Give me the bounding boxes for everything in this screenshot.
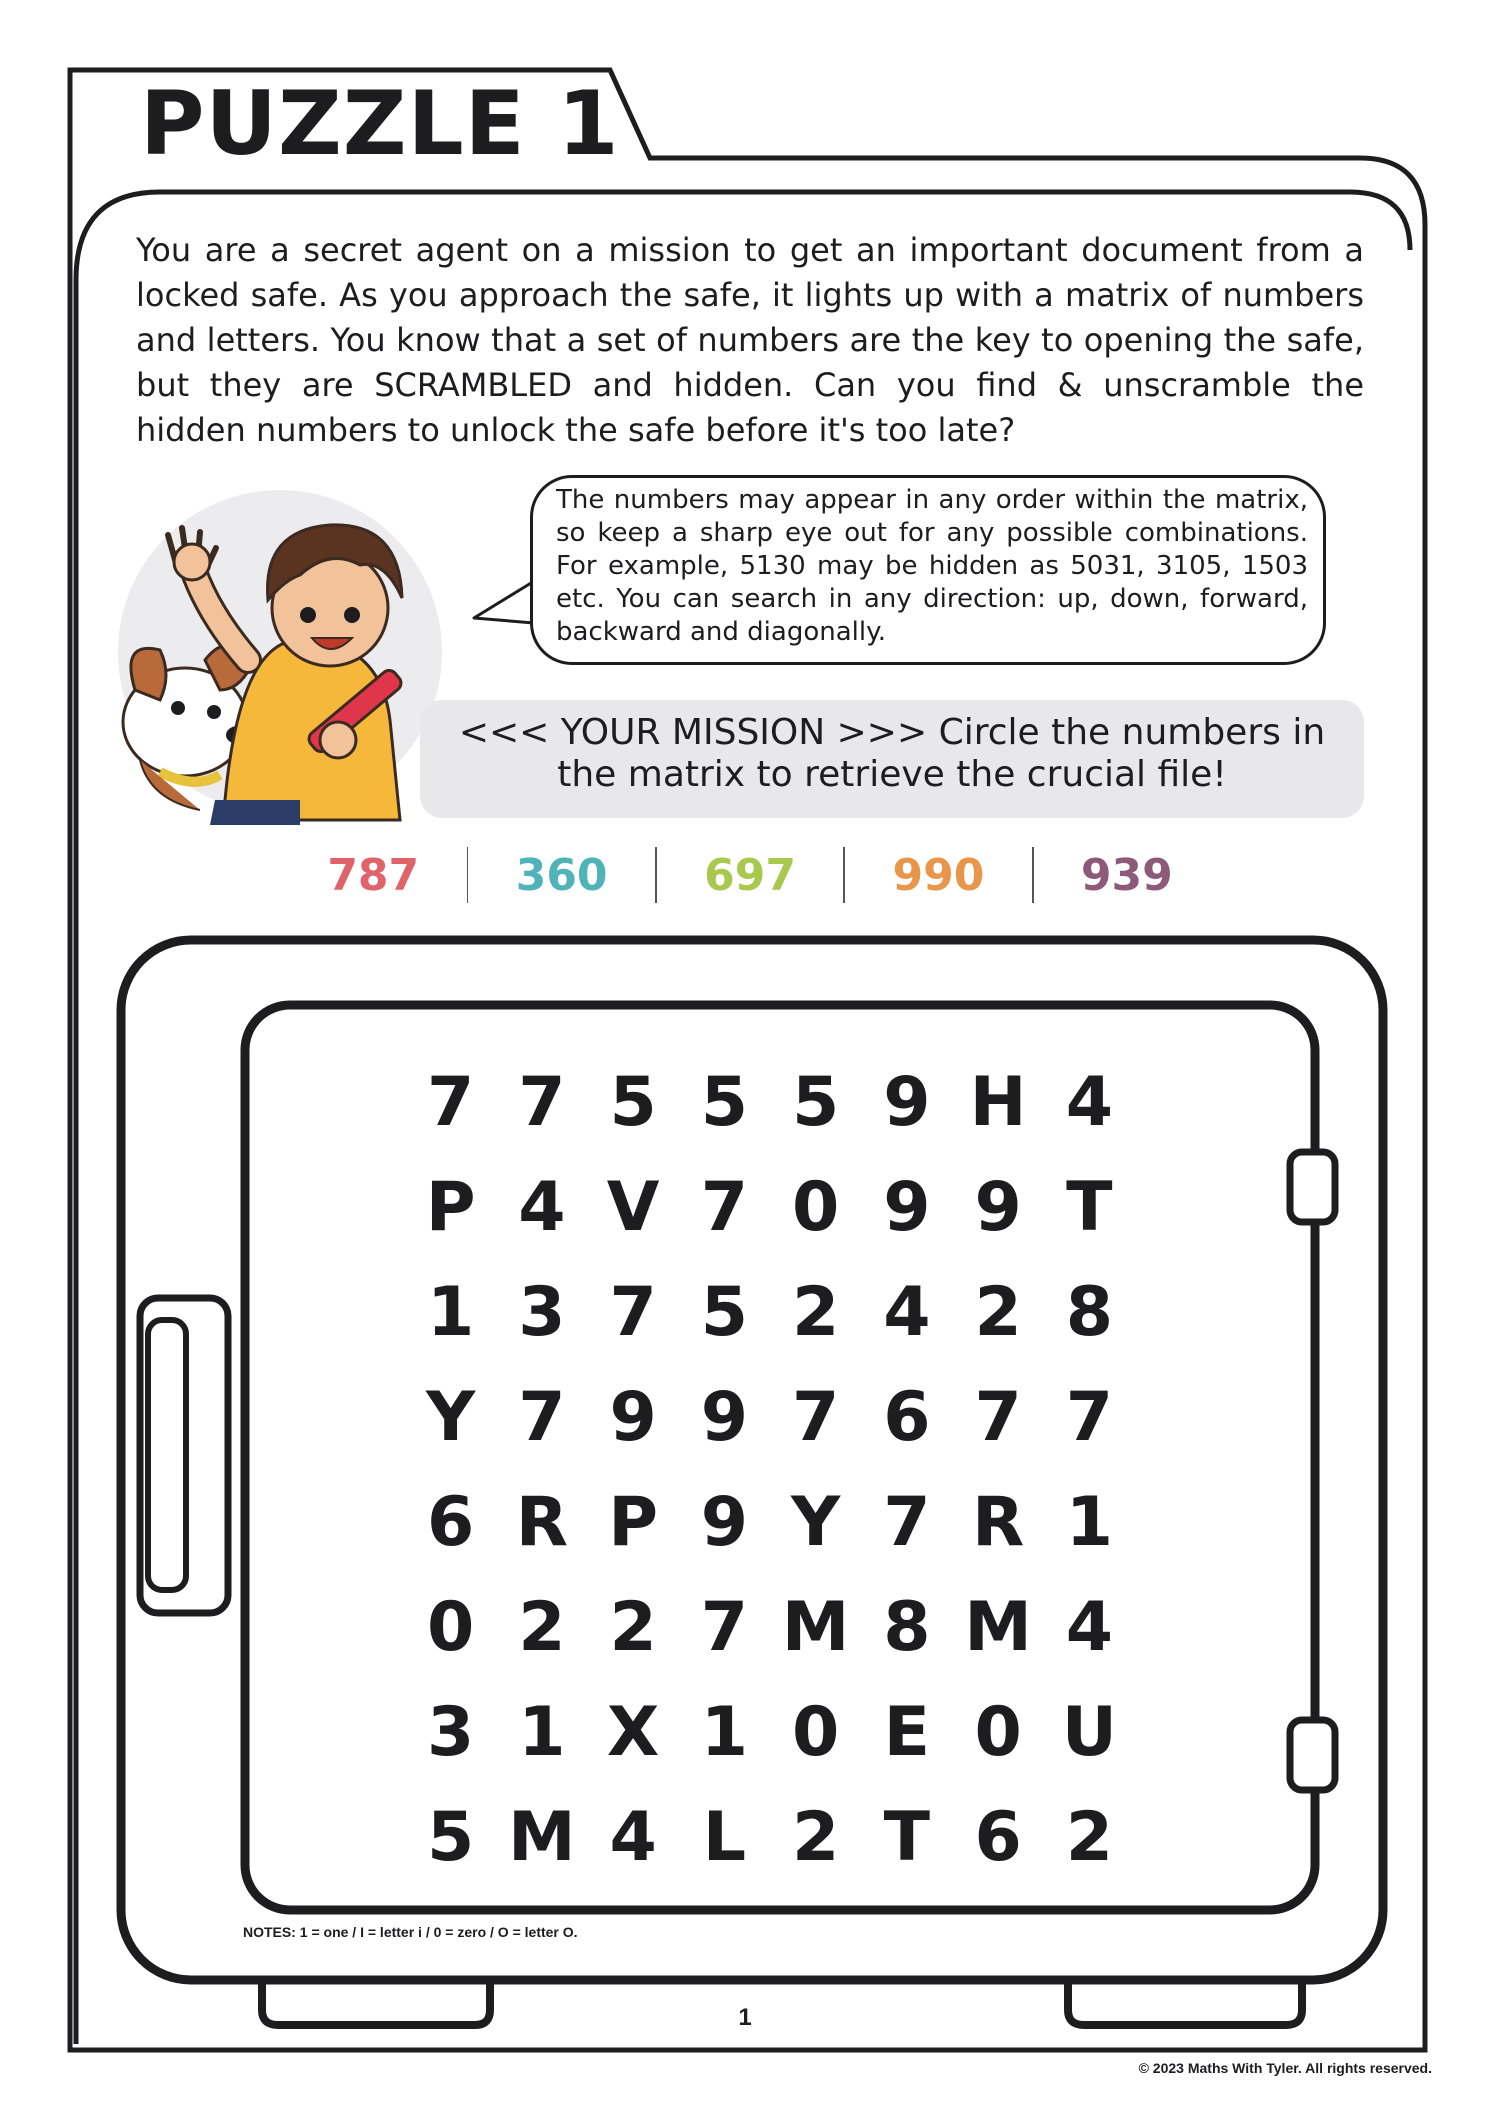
matrix-cell[interactable]: T (1066, 1168, 1113, 1247)
notes: NOTES: 1 = one / I = letter i / 0 = zero / O = letter O. (243, 1924, 578, 1940)
page-number: 1 (738, 2004, 752, 2031)
matrix-cell[interactable]: 7 (518, 1378, 566, 1457)
matrix-cell[interactable]: U (1061, 1693, 1117, 1772)
mission-line-1: <<< YOUR MISSION >>> Circle the numbers in (458, 712, 1326, 753)
matrix-cell[interactable]: 0 (426, 1588, 475, 1667)
matrix-cell[interactable]: 2 (791, 1273, 840, 1352)
matrix-cell[interactable]: 7 (700, 1588, 749, 1667)
matrix-cell[interactable]: 2 (609, 1588, 657, 1667)
matrix-cell[interactable]: X (606, 1693, 660, 1772)
safe-foot-left (262, 1978, 490, 2025)
matrix-cell[interactable]: 9 (883, 1168, 931, 1247)
target-number: 787 (327, 849, 420, 901)
matrix-cell[interactable]: 9 (883, 1063, 931, 1142)
matrix-cell[interactable]: 4 (609, 1798, 657, 1877)
matrix-cell[interactable]: 7 (883, 1483, 931, 1562)
matrix-cell[interactable]: 7 (609, 1273, 657, 1352)
matrix-cell[interactable]: 2 (791, 1798, 840, 1877)
matrix-cell[interactable]: V (606, 1168, 660, 1247)
mission-line-2: the matrix to retrieve the crucial file! (557, 754, 1227, 795)
matrix-cell[interactable]: 6 (974, 1798, 1022, 1877)
matrix-cell[interactable]: 5 (426, 1798, 475, 1877)
matrix-cell[interactable]: 8 (1065, 1273, 1114, 1352)
matrix-cell[interactable]: 0 (791, 1693, 840, 1772)
target-number: 697 (704, 849, 796, 901)
matrix-cell[interactable]: Y (791, 1483, 841, 1562)
matrix-cell[interactable]: P (425, 1168, 476, 1247)
matrix-cell[interactable]: L (702, 1798, 747, 1877)
matrix-cell[interactable]: 2 (1065, 1798, 1114, 1877)
matrix-cell[interactable]: R (971, 1483, 1025, 1562)
intro-paragraph: You are a secret agent on a mission to get an important document from a locked safe. As you approach the safe, it lights up with a matrix of numbers and letters. You know that a set of numbers are the key to opening the safe, but they are SCRAMBLED and hidden. Can you find & unscramble the hidden numbers to unlock the safe before it's too late? (136, 231, 1364, 449)
matrix-cell[interactable]: E (883, 1693, 931, 1772)
matrix-cell[interactable]: 0 (974, 1693, 1022, 1772)
safe-foot-right (1068, 1978, 1302, 2025)
matrix-cell[interactable]: 1 (426, 1273, 475, 1352)
target-number-list (280, 840, 1220, 910)
matrix-cell[interactable]: M (964, 1588, 1032, 1667)
matrix-cell[interactable]: 3 (518, 1273, 566, 1352)
matrix-cell[interactable]: 9 (974, 1168, 1022, 1247)
matrix-cell[interactable]: 5 (609, 1063, 657, 1142)
matrix-cell[interactable]: 1 (518, 1693, 566, 1772)
matrix-cell[interactable]: 2 (974, 1273, 1022, 1352)
matrix-cell[interactable]: 0 (791, 1168, 840, 1247)
letter-matrix (405, 1050, 1135, 1890)
matrix-cell[interactable]: Y (426, 1378, 476, 1457)
matrix-cell[interactable]: 4 (518, 1168, 566, 1247)
matrix-cell[interactable]: P (608, 1483, 659, 1562)
matrix-cell[interactable]: 9 (609, 1378, 657, 1457)
copyright: © 2023 Maths With Tyler. All rights reserved. (1138, 2060, 1432, 2076)
mission-text (430, 712, 1354, 796)
matrix-cell[interactable]: 6 (426, 1483, 475, 1562)
matrix-cell[interactable]: M (781, 1588, 850, 1667)
matrix-cell[interactable]: 8 (883, 1588, 931, 1667)
matrix-cell[interactable]: T (883, 1798, 931, 1877)
matrix-cell[interactable]: 5 (791, 1063, 840, 1142)
matrix-cell[interactable]: 9 (700, 1378, 749, 1457)
target-number: 939 (1080, 849, 1173, 901)
matrix-cell[interactable]: 6 (883, 1378, 931, 1457)
matrix-cell[interactable]: R (515, 1483, 569, 1562)
safe-handle-inner (148, 1320, 186, 1590)
matrix-cell[interactable]: 7 (518, 1063, 566, 1142)
safe-hinge-top (1290, 1152, 1335, 1222)
matrix-cell[interactable]: 1 (1065, 1483, 1114, 1562)
matrix-cell[interactable]: 9 (700, 1483, 749, 1562)
matrix-cell[interactable]: 7 (974, 1378, 1022, 1457)
matrix-cell[interactable]: 1 (700, 1693, 749, 1772)
matrix-cell[interactable]: 2 (518, 1588, 566, 1667)
matrix-cell[interactable]: 7 (791, 1378, 840, 1457)
matrix-cell[interactable]: 7 (1065, 1378, 1114, 1457)
matrix-cell[interactable]: 4 (883, 1273, 931, 1352)
matrix-cell[interactable]: 7 (426, 1063, 475, 1142)
matrix-cell[interactable]: 4 (1065, 1588, 1114, 1667)
matrix-cell[interactable]: 3 (426, 1693, 475, 1772)
target-number: 360 (515, 849, 608, 901)
matrix-cell[interactable]: 7 (700, 1168, 749, 1247)
safe-hinge-bottom (1290, 1720, 1335, 1790)
hint-text: The numbers may appear in any order within the matrix, so keep a sharp eye out for any possible combinations. For example, 5130 may be hidden as 5031, 3105, 1503 etc. You can search in any direction: up, down, forward, backward and diagonally. (556, 485, 1308, 647)
matrix-cell[interactable]: M (508, 1798, 576, 1877)
target-number: 990 (892, 849, 985, 901)
matrix-cell[interactable]: H (969, 1063, 1027, 1142)
matrix-cell[interactable]: 5 (700, 1273, 749, 1352)
matrix-cell[interactable]: 4 (1065, 1063, 1114, 1142)
matrix-cell[interactable]: 5 (700, 1063, 749, 1142)
page-title: PUZZLE 1 (140, 72, 620, 175)
